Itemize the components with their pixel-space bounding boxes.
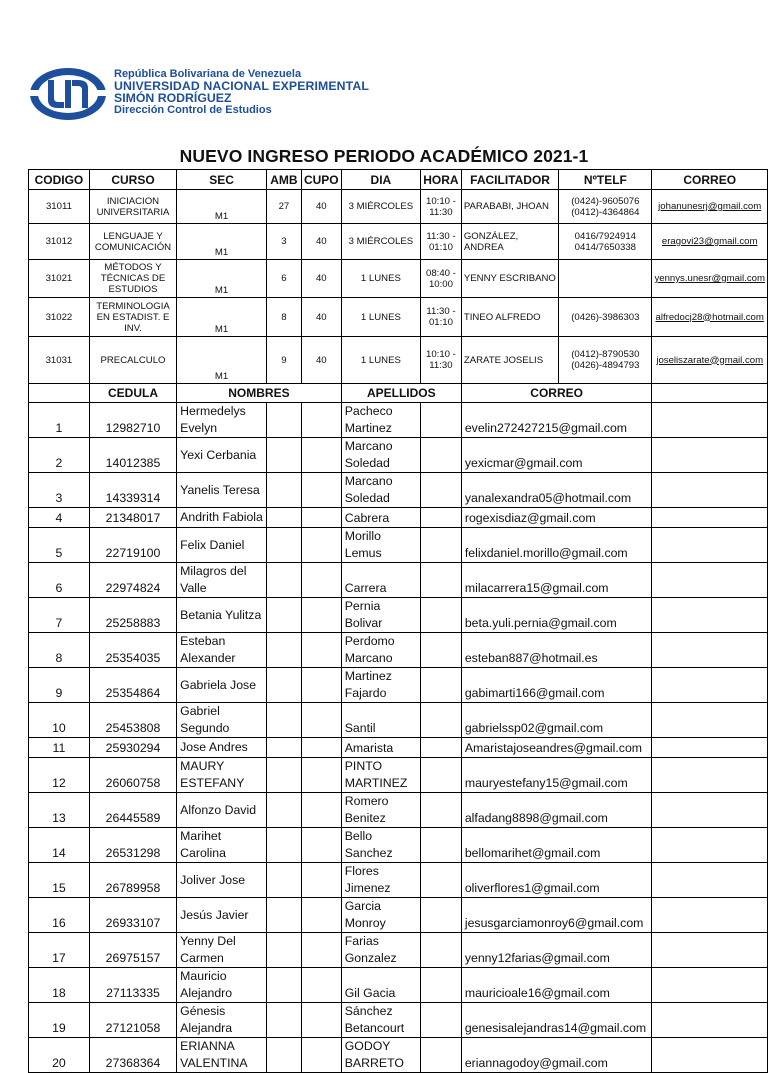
- course-sec: M1: [177, 224, 267, 260]
- student-row: [29, 933, 768, 968]
- student-blank-cupo: [301, 668, 341, 703]
- student-blank-hora: [421, 758, 462, 793]
- student-nombres: Jose Andres: [177, 738, 267, 758]
- student-blank-end: [652, 703, 768, 738]
- student-apellidos: Gil Gacia: [341, 968, 420, 1003]
- student-correo: yenny12farias@gmail.com: [461, 933, 652, 968]
- course-row: [29, 260, 768, 298]
- student-blank-end: [652, 633, 768, 668]
- student-number: 19: [29, 1003, 90, 1038]
- student-blank-end: [652, 1003, 768, 1038]
- student-cedula: 12982710: [89, 403, 176, 438]
- student-correo: yexicmar@gmail.com: [461, 438, 652, 473]
- student-apellidos: Flores Jimenez: [341, 863, 420, 898]
- student-blank-end: [652, 898, 768, 933]
- student-blank-end: [652, 1038, 768, 1073]
- header-amb: AMB: [266, 170, 301, 190]
- course-codigo: 31021: [29, 260, 90, 298]
- course-cupo: 40: [301, 298, 341, 337]
- student-cedula: 27121058: [89, 1003, 176, 1038]
- student-blank-cupo: [301, 933, 341, 968]
- student-correo: esteban887@hotmail.es: [461, 633, 652, 668]
- student-blank-amb: [266, 563, 301, 598]
- student-correo: beta.yuli.pernia@gmail.com: [461, 598, 652, 633]
- student-blank-hora: [421, 1038, 462, 1073]
- student-nombres: ERIANNA VALENTINA: [177, 1038, 267, 1073]
- student-blank-cupo: [301, 738, 341, 758]
- student-blank-cupo: [301, 863, 341, 898]
- student-row: [29, 1003, 768, 1038]
- course-codigo: 31012: [29, 224, 90, 260]
- student-nombres: Alfonzo David: [177, 793, 267, 828]
- student-blank-amb: [266, 828, 301, 863]
- student-correo: Amaristajoseandres@gmail.com: [461, 738, 652, 758]
- enrollment-table: [28, 169, 768, 1073]
- student-nombres: Mauricio Alejandro: [177, 968, 267, 1003]
- student-cedula: 14012385: [89, 438, 176, 473]
- header-correo: CORREO: [652, 170, 768, 190]
- course-dia: 1 LUNES: [341, 298, 420, 337]
- student-apellidos: Romero Benitez: [341, 793, 420, 828]
- student-cedula: 25258883: [89, 598, 176, 633]
- institution-line-3: SIMÓN RODRÍGUEZ: [114, 91, 232, 105]
- course-telf: (0426)-3986303: [559, 298, 652, 337]
- student-number: 5: [29, 528, 90, 563]
- student-number: 9: [29, 668, 90, 703]
- course-cupo: 40: [301, 224, 341, 260]
- student-number: 17: [29, 933, 90, 968]
- student-row: [29, 633, 768, 668]
- student-blank-hora: [421, 598, 462, 633]
- student-blank-hora: [421, 438, 462, 473]
- student-row: [29, 473, 768, 508]
- header-apellidos: APELLIDOS: [341, 384, 461, 403]
- unesr-logo-icon: [28, 66, 108, 122]
- course-dia: 3 MIÉRCOLES: [341, 190, 420, 224]
- student-blank-cupo: [301, 598, 341, 633]
- student-correo: felixdaniel.morillo@gmail.com: [461, 528, 652, 563]
- student-apellidos: Garcia Monroy: [341, 898, 420, 933]
- course-hora: 10:10 - 11:30: [421, 190, 462, 224]
- institution-line-1: República Bolivariana de Venezuela: [114, 68, 302, 80]
- student-cedula: 27113335: [89, 968, 176, 1003]
- student-correo: mauryestefany15@gmail.com: [461, 758, 652, 793]
- student-blank-cupo: [301, 793, 341, 828]
- course-correo-link[interactable]: alfredocj28@hotmail.com: [652, 298, 768, 337]
- student-blank-amb: [266, 1038, 301, 1073]
- student-blank-hora: [421, 563, 462, 598]
- student-blank-cupo: [301, 403, 341, 438]
- student-blank-cupo: [301, 1038, 341, 1073]
- course-facilitador: TINEO ALFREDO: [461, 298, 558, 337]
- course-hora: 11:30 - 01:10: [421, 224, 462, 260]
- student-row: [29, 968, 768, 1003]
- header-index: [29, 384, 90, 403]
- student-number: 8: [29, 633, 90, 668]
- student-cedula: 26975157: [89, 933, 176, 968]
- student-correo: gabimarti166@gmail.com: [461, 668, 652, 703]
- student-row: [29, 738, 768, 758]
- student-row: [29, 758, 768, 793]
- student-apellidos: Santil: [341, 703, 420, 738]
- student-correo: alfadang8898@gmail.com: [461, 793, 652, 828]
- student-nombres: Gabriela Jose: [177, 668, 267, 703]
- student-blank-end: [652, 563, 768, 598]
- student-row: [29, 528, 768, 563]
- student-number: 16: [29, 898, 90, 933]
- student-list: [29, 403, 768, 1073]
- student-number: 12: [29, 758, 90, 793]
- student-nombres: Hermedelys Evelyn: [177, 403, 267, 438]
- course-cupo: 40: [301, 260, 341, 298]
- student-correo: oliverflores1@gmail.com: [461, 863, 652, 898]
- header-cedula: CEDULA: [89, 384, 176, 403]
- course-sec: M1: [177, 260, 267, 298]
- student-nombres: Andrith Fabiola: [177, 508, 267, 528]
- student-apellidos: Bello Sanchez: [341, 828, 420, 863]
- header-hora: HORA: [421, 170, 462, 190]
- student-number: 1: [29, 403, 90, 438]
- student-blank-hora: [421, 968, 462, 1003]
- header-cupo: CUPO: [301, 170, 341, 190]
- student-row: [29, 1038, 768, 1073]
- header-codigo: CODIGO: [29, 170, 90, 190]
- course-row: [29, 224, 768, 260]
- student-row: [29, 828, 768, 863]
- course-correo-link[interactable]: johanunesrj@gmail.com: [652, 190, 768, 224]
- student-nombres: Yanelis Teresa: [177, 473, 267, 508]
- student-number: 20: [29, 1038, 90, 1073]
- student-row: [29, 863, 768, 898]
- course-telf: [559, 260, 652, 298]
- student-number: 15: [29, 863, 90, 898]
- course-facilitador: YENNY ESCRIBANO: [461, 260, 558, 298]
- student-blank-cupo: [301, 758, 341, 793]
- student-nombres: Génesis Alejandra: [177, 1003, 267, 1038]
- student-nombres: Yenny Del Carmen: [177, 933, 267, 968]
- student-blank-hora: [421, 793, 462, 828]
- course-correo-link[interactable]: yennys.unesr@gmail.com: [652, 260, 768, 298]
- student-row: [29, 793, 768, 828]
- student-cedula: 22974824: [89, 563, 176, 598]
- student-blank-cupo: [301, 528, 341, 563]
- course-dia: 3 MIÉRCOLES: [341, 224, 420, 260]
- student-blank-end: [652, 793, 768, 828]
- student-blank-end: [652, 598, 768, 633]
- student-blank-hora: [421, 528, 462, 563]
- student-blank-hora: [421, 633, 462, 668]
- course-cupo: 40: [301, 190, 341, 224]
- student-nombres: Joliver Jose: [177, 863, 267, 898]
- student-cedula: 26531298: [89, 828, 176, 863]
- student-cedula: 26060758: [89, 758, 176, 793]
- student-nombres: MAURY ESTEFANY: [177, 758, 267, 793]
- student-blank-cupo: [301, 508, 341, 528]
- student-apellidos: Cabrera: [341, 508, 420, 528]
- student-correo: milacarrera15@gmail.com: [461, 563, 652, 598]
- student-blank-amb: [266, 403, 301, 438]
- student-blank-amb: [266, 703, 301, 738]
- student-blank-cupo: [301, 438, 341, 473]
- student-blank-cupo: [301, 1003, 341, 1038]
- student-blank-amb: [266, 668, 301, 703]
- course-row: [29, 190, 768, 224]
- student-cedula: 27368364: [89, 1038, 176, 1073]
- course-telf: (0412)-8790530 (0426)-4894793: [559, 337, 652, 384]
- course-sec: M1: [177, 190, 267, 224]
- student-apellidos: Perdomo Marcano: [341, 633, 420, 668]
- header-nombres: NOMBRES: [177, 384, 342, 403]
- student-nombres: Betania Yulitza: [177, 598, 267, 633]
- course-name: MÉTODOS Y TÉCNICAS DE ESTUDIOS: [89, 260, 176, 298]
- student-cedula: 22719100: [89, 528, 176, 563]
- course-telf: (0424)-9605076 (0412)-4364864: [559, 190, 652, 224]
- student-blank-end: [652, 758, 768, 793]
- student-correo: gabrielssp02@gmail.com: [461, 703, 652, 738]
- course-row: [29, 298, 768, 337]
- student-blank-amb: [266, 633, 301, 668]
- header-dia: DIA: [341, 170, 420, 190]
- course-hora: 08:40 - 10:00: [421, 260, 462, 298]
- student-apellidos: Farias Gonzalez: [341, 933, 420, 968]
- course-row: [29, 337, 768, 384]
- course-facilitador: PARABABI, JHOAN: [461, 190, 558, 224]
- student-number: 2: [29, 438, 90, 473]
- student-blank-amb: [266, 968, 301, 1003]
- student-number: 13: [29, 793, 90, 828]
- student-blank-end: [652, 438, 768, 473]
- student-cedula: 26933107: [89, 898, 176, 933]
- student-blank-cupo: [301, 703, 341, 738]
- course-facilitador: GONZÁLEZ, ANDREA: [461, 224, 558, 260]
- course-codigo: 31022: [29, 298, 90, 337]
- student-cedula: 26445589: [89, 793, 176, 828]
- student-blank-hora: [421, 703, 462, 738]
- student-number: 7: [29, 598, 90, 633]
- student-blank-cupo: [301, 898, 341, 933]
- header-blank: [652, 384, 768, 403]
- student-number: 11: [29, 738, 90, 758]
- student-blank-hora: [421, 863, 462, 898]
- student-blank-end: [652, 863, 768, 898]
- student-blank-end: [652, 738, 768, 758]
- student-nombres: Felix Daniel: [177, 528, 267, 563]
- course-codigo: 31011: [29, 190, 90, 224]
- course-dia: 1 LUNES: [341, 260, 420, 298]
- student-apellidos: Pernia Bolivar: [341, 598, 420, 633]
- student-blank-end: [652, 668, 768, 703]
- student-row: [29, 598, 768, 633]
- institution-line-4: Dirección Control de Estudios: [114, 104, 272, 116]
- course-sec: M1: [177, 337, 267, 384]
- student-apellidos: Marcano Soledad: [341, 438, 420, 473]
- student-blank-amb: [266, 758, 301, 793]
- student-nombres: Marihet Carolina: [177, 828, 267, 863]
- student-nombres: Jesús Javier: [177, 898, 267, 933]
- institution-block: [114, 68, 369, 116]
- student-cedula: 25354035: [89, 633, 176, 668]
- course-amb: 27: [266, 190, 301, 224]
- course-hora: 11:30 - 01:10: [421, 298, 462, 337]
- course-telf: 0416/7924914 0414/7650338: [559, 224, 652, 260]
- course-correo-link[interactable]: joseliszarate@gmail.com: [652, 337, 768, 384]
- student-apellidos: PINTO MARTINEZ: [341, 758, 420, 793]
- student-blank-cupo: [301, 828, 341, 863]
- course-name: INICIACION UNIVERSITARIA: [89, 190, 176, 224]
- student-blank-hora: [421, 933, 462, 968]
- student-blank-cupo: [301, 968, 341, 1003]
- course-amb: 9: [266, 337, 301, 384]
- student-apellidos: Pacheco Martinez: [341, 403, 420, 438]
- student-correo: jesusgarciamonroy6@gmail.com: [461, 898, 652, 933]
- student-blank-end: [652, 528, 768, 563]
- student-header-row: [29, 384, 768, 403]
- student-cedula: 26789958: [89, 863, 176, 898]
- student-blank-hora: [421, 738, 462, 758]
- student-blank-hora: [421, 898, 462, 933]
- student-correo: mauricioale16@gmail.com: [461, 968, 652, 1003]
- student-blank-hora: [421, 508, 462, 528]
- student-number: 3: [29, 473, 90, 508]
- student-number: 4: [29, 508, 90, 528]
- student-blank-hora: [421, 473, 462, 508]
- student-number: 6: [29, 563, 90, 598]
- course-dia: 1 LUNES: [341, 337, 420, 384]
- course-amb: 6: [266, 260, 301, 298]
- student-correo: yanalexandra05@hotmail.com: [461, 473, 652, 508]
- student-number: 18: [29, 968, 90, 1003]
- student-nombres: Yexi Cerbania: [177, 438, 267, 473]
- student-blank-amb: [266, 438, 301, 473]
- student-apellidos: Marcano Soledad: [341, 473, 420, 508]
- student-row: [29, 403, 768, 438]
- header-facilitador: FACILITADOR: [461, 170, 558, 190]
- course-amb: 3: [266, 224, 301, 260]
- student-blank-amb: [266, 898, 301, 933]
- student-blank-hora: [421, 668, 462, 703]
- student-row: [29, 703, 768, 738]
- student-cedula: 25930294: [89, 738, 176, 758]
- course-correo-link[interactable]: eragovi23@gmail.com: [652, 224, 768, 260]
- student-apellidos: GODOY BARRETO: [341, 1038, 420, 1073]
- student-blank-cupo: [301, 633, 341, 668]
- course-hora: 10:10 - 11:30: [421, 337, 462, 384]
- student-blank-amb: [266, 508, 301, 528]
- student-correo: bellomarihet@gmail.com: [461, 828, 652, 863]
- student-blank-end: [652, 403, 768, 438]
- document-title: NUEVO INGRESO PERIODO ACADÉMICO 2021-1: [179, 146, 589, 166]
- student-blank-amb: [266, 793, 301, 828]
- course-amb: 8: [266, 298, 301, 337]
- student-blank-amb: [266, 738, 301, 758]
- student-cedula: 21348017: [89, 508, 176, 528]
- student-number: 10: [29, 703, 90, 738]
- student-blank-amb: [266, 1003, 301, 1038]
- student-blank-hora: [421, 403, 462, 438]
- header-curso: CURSO: [89, 170, 176, 190]
- student-blank-amb: [266, 528, 301, 563]
- student-cedula: 14339314: [89, 473, 176, 508]
- student-row: [29, 898, 768, 933]
- student-apellidos: Morillo Lemus: [341, 528, 420, 563]
- student-cedula: 25354864: [89, 668, 176, 703]
- course-name: PRECALCULO: [89, 337, 176, 384]
- student-apellidos: Sánchez Betancourt: [341, 1003, 420, 1038]
- course-name: LENGUAJE Y COMUNICACIÓN: [89, 224, 176, 260]
- student-apellidos: Carrera: [341, 563, 420, 598]
- header-correo-estudiante: CORREO: [461, 384, 652, 403]
- course-header-row: [29, 170, 768, 190]
- student-blank-end: [652, 828, 768, 863]
- student-blank-amb: [266, 598, 301, 633]
- student-blank-end: [652, 508, 768, 528]
- student-blank-hora: [421, 828, 462, 863]
- student-cedula: 25453808: [89, 703, 176, 738]
- student-row: [29, 508, 768, 528]
- course-cupo: 40: [301, 337, 341, 384]
- student-blank-end: [652, 473, 768, 508]
- course-name: TERMINOLOGIA EN ESTADIST. E INV.: [89, 298, 176, 337]
- student-apellidos: Amarista: [341, 738, 420, 758]
- student-row: [29, 668, 768, 703]
- student-blank-amb: [266, 863, 301, 898]
- student-correo: genesisalejandras14@gmail.com: [461, 1003, 652, 1038]
- student-nombres: Milagros del Valle: [177, 563, 267, 598]
- student-row: [29, 438, 768, 473]
- student-row: [29, 563, 768, 598]
- student-blank-amb: [266, 933, 301, 968]
- student-blank-end: [652, 933, 768, 968]
- student-blank-cupo: [301, 473, 341, 508]
- student-blank-cupo: [301, 563, 341, 598]
- student-correo: evelin272427215@gmail.com: [461, 403, 652, 438]
- student-apellidos: Martinez Fajardo: [341, 668, 420, 703]
- course-codigo: 31031: [29, 337, 90, 384]
- student-blank-amb: [266, 473, 301, 508]
- student-correo: rogexisdiaz@gmail.com: [461, 508, 652, 528]
- student-blank-end: [652, 968, 768, 1003]
- student-number: 14: [29, 828, 90, 863]
- institution-line-2: UNIVERSIDAD NACIONAL EXPERIMENTAL: [114, 79, 369, 93]
- student-correo: eriannagodoy@gmail.com: [461, 1038, 652, 1073]
- student-blank-hora: [421, 1003, 462, 1038]
- student-nombres: Gabriel Segundo: [177, 703, 267, 738]
- header-telf: NºTELF: [559, 170, 652, 190]
- header-sec: SEC: [177, 170, 267, 190]
- course-facilitador: ZARATE JOSELIS: [461, 337, 558, 384]
- course-sec: M1: [177, 298, 267, 337]
- student-nombres: Esteban Alexander: [177, 633, 267, 668]
